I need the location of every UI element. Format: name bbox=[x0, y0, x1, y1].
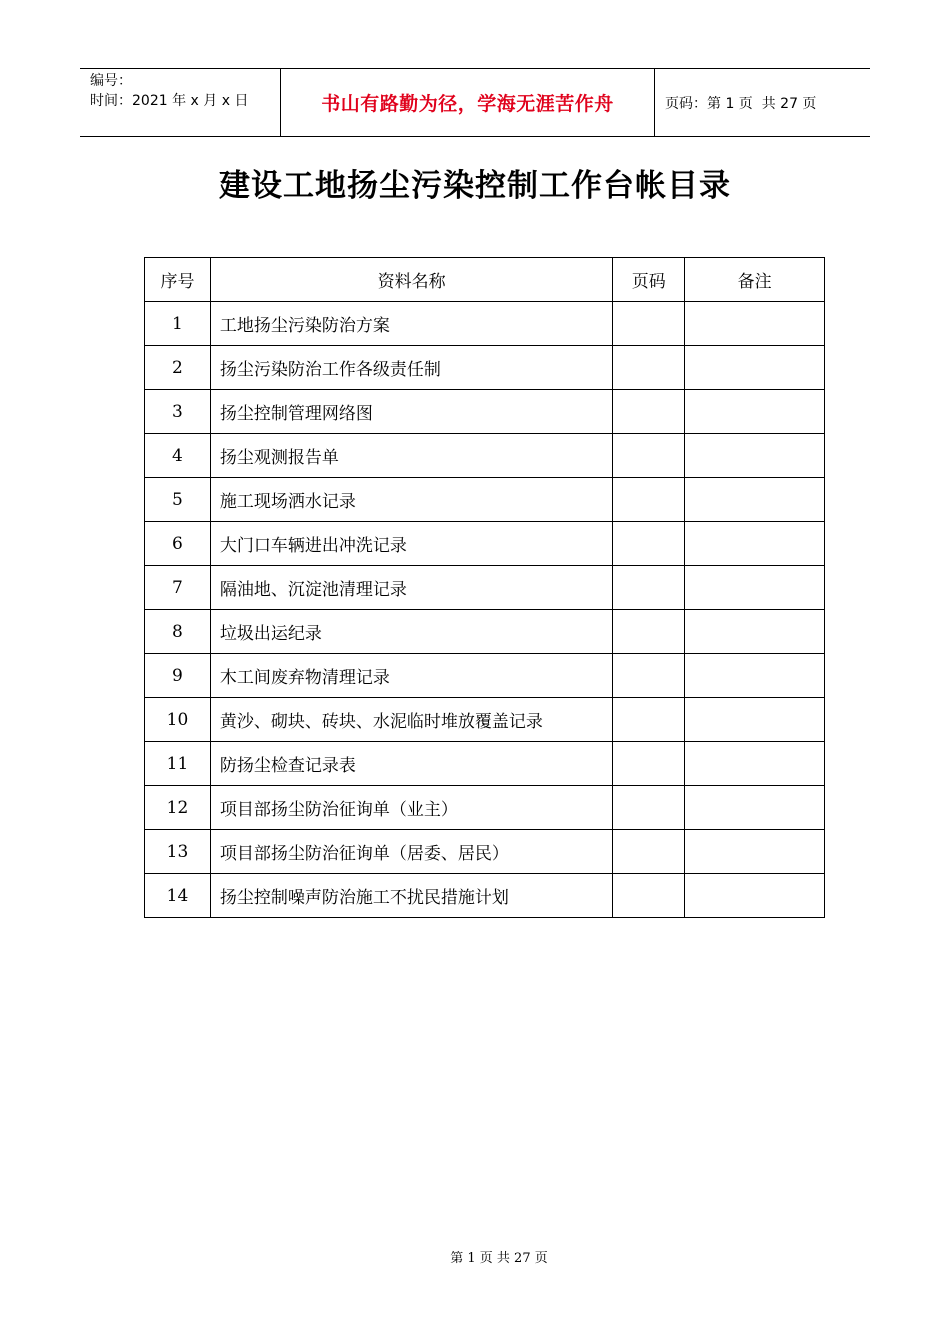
table-row bbox=[145, 742, 825, 786]
row-document-name: 垃圾出运纪录 bbox=[210, 610, 612, 654]
row-document-name: 工地扬尘污染防治方案 bbox=[210, 302, 612, 346]
row-page-number bbox=[613, 346, 685, 390]
row-page-number bbox=[613, 830, 685, 874]
table-header-row bbox=[145, 258, 825, 302]
row-remark bbox=[685, 654, 825, 698]
table-row bbox=[145, 346, 825, 390]
row-remark bbox=[685, 434, 825, 478]
row-number: 8 bbox=[145, 610, 211, 654]
row-remark bbox=[685, 830, 825, 874]
header-note: 备注 bbox=[685, 258, 825, 302]
row-remark bbox=[685, 742, 825, 786]
row-document-name: 项目部扬尘防治征询单（业主） bbox=[210, 786, 612, 830]
row-page-number bbox=[613, 786, 685, 830]
table-row bbox=[145, 302, 825, 346]
table-row bbox=[145, 654, 825, 698]
row-number: 11 bbox=[145, 742, 211, 786]
row-document-name: 扬尘观测报告单 bbox=[210, 434, 612, 478]
row-document-name: 施工现场洒水记录 bbox=[210, 478, 612, 522]
table-row bbox=[145, 830, 825, 874]
page-header bbox=[80, 68, 870, 137]
row-number: 9 bbox=[145, 654, 211, 698]
table-row bbox=[145, 786, 825, 830]
row-page-number bbox=[613, 742, 685, 786]
code-label: 编号： bbox=[90, 73, 132, 89]
row-remark bbox=[685, 478, 825, 522]
row-number: 6 bbox=[145, 522, 211, 566]
row-document-name: 隔油地、沉淀池清理记录 bbox=[210, 566, 612, 610]
row-remark bbox=[685, 786, 825, 830]
row-page-number bbox=[613, 434, 685, 478]
table-row bbox=[145, 434, 825, 478]
row-page-number bbox=[613, 874, 685, 918]
row-number: 10 bbox=[145, 698, 211, 742]
row-remark bbox=[685, 346, 825, 390]
row-remark bbox=[685, 698, 825, 742]
row-remark bbox=[685, 522, 825, 566]
row-remark bbox=[685, 566, 825, 610]
table-row bbox=[145, 610, 825, 654]
page-footer: 第 1 页 共 27 页 bbox=[450, 1251, 548, 1266]
row-page-number bbox=[613, 478, 685, 522]
time-label: 时间：2021 年 x 月 x 日 bbox=[90, 93, 249, 109]
row-number: 7 bbox=[145, 566, 211, 610]
row-remark bbox=[685, 874, 825, 918]
row-page-number bbox=[613, 566, 685, 610]
row-number: 2 bbox=[145, 346, 211, 390]
row-page-number bbox=[613, 698, 685, 742]
row-document-name: 黄沙、砌块、砖块、水泥临时堆放覆盖记录 bbox=[210, 698, 612, 742]
header-no: 序号 bbox=[145, 258, 211, 302]
row-number: 1 bbox=[145, 302, 211, 346]
table-row bbox=[145, 566, 825, 610]
row-page-number bbox=[613, 522, 685, 566]
header-page: 页码 bbox=[613, 258, 685, 302]
row-number: 5 bbox=[145, 478, 211, 522]
row-remark bbox=[685, 390, 825, 434]
row-document-name: 扬尘控制管理网络图 bbox=[210, 390, 612, 434]
table-row bbox=[145, 522, 825, 566]
row-remark bbox=[685, 610, 825, 654]
row-number: 13 bbox=[145, 830, 211, 874]
row-document-name: 扬尘控制噪声防治施工不扰民措施计划 bbox=[210, 874, 612, 918]
catalog-table bbox=[144, 257, 825, 918]
row-number: 3 bbox=[145, 390, 211, 434]
table-row bbox=[145, 390, 825, 434]
row-page-number bbox=[613, 390, 685, 434]
table-row bbox=[145, 874, 825, 918]
table-row bbox=[145, 478, 825, 522]
row-remark bbox=[685, 302, 825, 346]
row-page-number bbox=[613, 610, 685, 654]
row-page-number bbox=[613, 654, 685, 698]
row-document-name: 木工间废弃物清理记录 bbox=[210, 654, 612, 698]
header-name: 资料名称 bbox=[210, 258, 612, 302]
row-document-name: 扬尘污染防治工作各级责任制 bbox=[210, 346, 612, 390]
row-document-name: 项目部扬尘防治征询单（居委、居民） bbox=[210, 830, 612, 874]
header-motto: 书山有路勤为径，学海无涯苦作舟 bbox=[281, 69, 655, 136]
header-page-info: 页码：第 1 页 共 27 页 bbox=[665, 95, 817, 112]
row-page-number bbox=[613, 302, 685, 346]
catalog-body bbox=[145, 302, 825, 918]
row-number: 14 bbox=[145, 874, 211, 918]
row-number: 4 bbox=[145, 434, 211, 478]
header-meta bbox=[80, 69, 281, 136]
document-title: 建设工地扬尘污染控制工作台帐目录 bbox=[219, 168, 731, 204]
row-document-name: 防扬尘检查记录表 bbox=[210, 742, 612, 786]
table-row bbox=[145, 698, 825, 742]
row-number: 12 bbox=[145, 786, 211, 830]
row-document-name: 大门口车辆进出冲洗记录 bbox=[210, 522, 612, 566]
